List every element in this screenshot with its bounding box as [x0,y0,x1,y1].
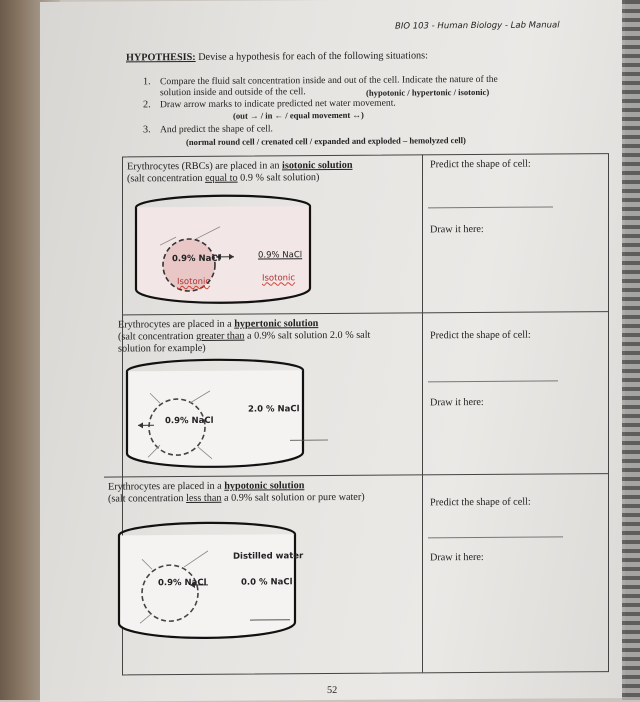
table-divider [422,154,423,672]
isotonic-predict-label: Predict the shape of cell: [430,159,531,171]
lab-manual-page [40,0,625,702]
page-header: BIO 103 - Human Biology - Lab Manual [395,20,560,31]
item-1-text: Compare the fluid salt concentration inside and out of the cell. Indicate the nature of the [160,74,498,87]
hypothesis-intro: Devise a hypothesis for each of the following situations: [198,50,428,63]
item-1-text-2: solution inside and outside of the cell. [160,86,306,98]
hypertonic-cell-label: 0.9% NaCl [165,416,214,426]
hypotonic-cell-label: 0.9% NaCl [158,578,207,588]
item-1-options: (hypotonic / hypertonic / isotonic) [366,87,489,98]
page-number: 52 [327,685,337,696]
item-3-text: And predict the shape of cell. [160,123,273,135]
hypertonic-subtitle: (salt concentration greater than a 0.9% salt solution 2.0 % salt [118,330,370,343]
isotonic-outside-answer: Isotonic [262,273,295,283]
hypotonic-draw-label: Draw it here: [430,552,484,563]
isotonic-draw-label: Draw it here: [430,224,484,235]
item-2-number: 2. [143,99,151,110]
hypertonic-predict-label: Predict the shape of cell: [430,330,531,342]
hypotonic-subtitle: (salt concentration less than a 0.9% salt solution or pure water) [108,492,365,505]
item-1-number: 1. [143,76,151,87]
hypertonic-title: Erythrocytes are placed in a hypertonic solution [118,318,318,330]
item-2-options: (out → / in ← / equal movement ↔) [233,110,364,121]
item-3-options: (normal round cell / crenated cell / expanded and exploded – hemolyzed cell) [186,135,466,147]
isotonic-title: Erythrocytes (RBCs) are placed in an isotonic solution [127,160,353,173]
item-2-text: Draw arrow marks to indicate predicted net water movement. [160,98,396,111]
isotonic-outside-label: 0.9% NaCl [258,250,302,260]
hypertonic-beaker-diagram [120,360,320,473]
hypotonic-outside-label: 0.0 % NaCl [241,577,293,587]
item-3-number: 3. [143,124,151,135]
hypotonic-predict-label: Predict the shape of cell: [430,497,531,509]
hypertonic-outside-label: 2.0 % NaCl [248,404,300,414]
hypotonic-outside-top: Distilled water [233,551,303,561]
hypothesis-heading: HYPOTHESIS: [126,52,196,63]
hypertonic-subtitle-2: solution for example) [118,343,206,355]
isotonic-cell-label: 0.9% NaCl [172,254,221,264]
isotonic-subtitle: (salt concentration equal to 0.9 % salt solution) [127,172,319,184]
hypothesis-block [126,50,428,63]
spiral-binding [622,0,640,700]
hypotonic-title: Erythrocytes are placed in a hypotonic solution [108,480,304,492]
isotonic-cell-answer: Isotonic [177,277,210,287]
hypertonic-draw-label: Draw it here: [430,397,484,408]
